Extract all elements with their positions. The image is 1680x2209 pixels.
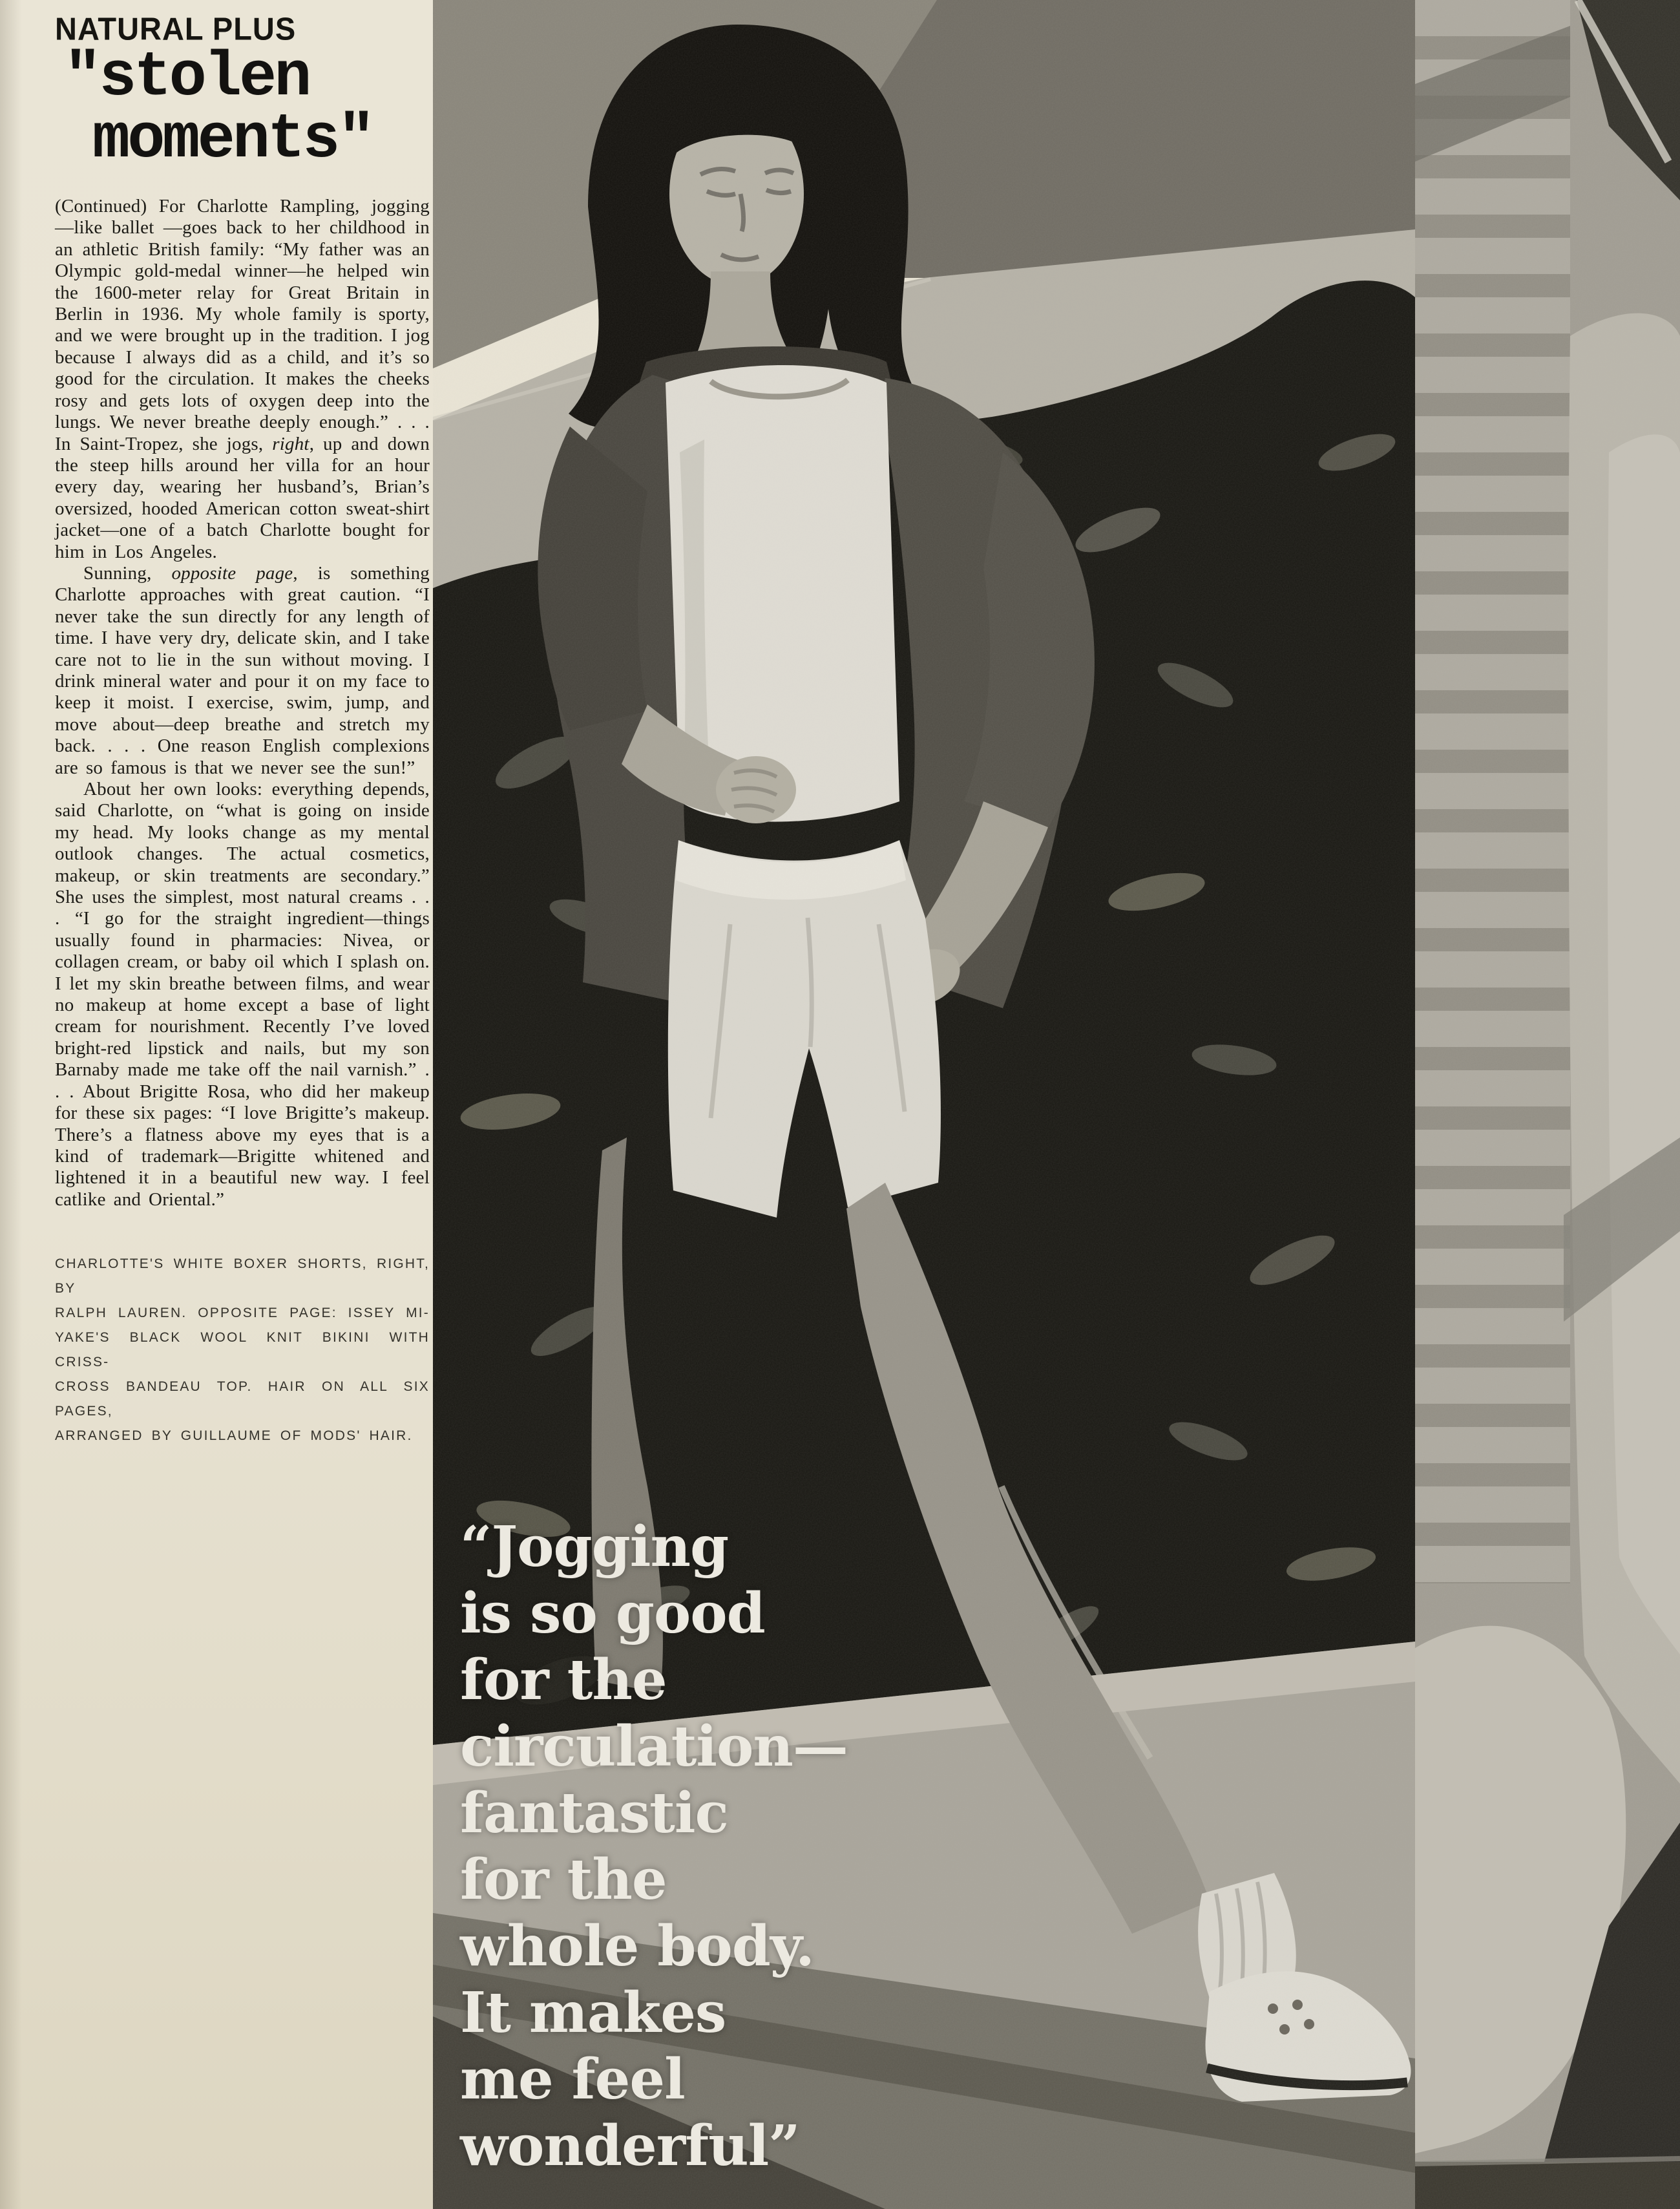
pull-quote-line: is so good bbox=[460, 1581, 765, 1646]
text-run: , up and down the steep hills around her villa for an hour every day, wearing her husband’s, Brian’s oversized, hooded American cotton sweat-shirt jacket—one of a batch Charlotte bought for him in Los Angeles. bbox=[55, 433, 430, 562]
credit-line: CROSS BANDEAU TOP. HAIR ON ALL SIX PAGES, bbox=[55, 1379, 430, 1419]
film-grain-strip bbox=[1415, 0, 1680, 2209]
paragraph bbox=[55, 779, 430, 1210]
text-run: , is something Charlotte approaches with great caution. “I never take the sun directly for any length of time. I have very dry, delicate skin, and I take care not to lie in the sun without moving. I drink mineral water and pour it on my face to keep it moist. I exercise, swim, jump, and move about—deep breathe and stretch my back. . . . One reason English complexions are so famous is that we never see the sun!” bbox=[55, 562, 430, 778]
strip-scene bbox=[1415, 0, 1680, 2209]
pull-quote-line: fantastic bbox=[460, 1781, 728, 1846]
text-run: About her own looks: everything depends, said Charlotte, on “what is going on inside my head. My looks change as my mental outlook changes. The actual cosmetics, makeup, or skin treatments are secondary.” She uses the simplest, most natural creams . . . “I go for the straight ingredient—things usually found in pharmacies: Nivea, or collagen cream, or baby oil which I splash on. I let my skin breathe between films, and wear no makeup at home except a base of light cream for nourishment. Recently I’ve loved bright-red lipstick and nails, but my son Barnaby made me take off the nail varnish.” . . . About Brigitte Rosa, who did her makeup for these six pages: “I love Brigitte’s makeup. There’s a flatness above my eyes that is a kind of trademark—Brigitte whitened and lightened it in a beautiful new way. I feel catlike and Oriental.” bbox=[55, 779, 430, 1210]
pull-quote-line: It makes bbox=[460, 1980, 726, 2045]
pull-quote-line: for the bbox=[460, 1847, 667, 1912]
paragraph bbox=[55, 196, 430, 563]
main-photo-jogging bbox=[433, 0, 1415, 2209]
paragraph bbox=[55, 563, 430, 779]
text-run: (Continued) For Charlotte Rampling, jogging—like ballet —goes back to her childhood in an athletic British family: “My father was an Olympic gold-medal winner—he helped win the 1600-meter relay for Great Britain in Berlin in 1936. My whole family is sporty, and we were brought up in the tradition. I jog because I always did as a child, and it’s so good for the circulation. It makes the cheeks rosy and gets lots of oxygen deep into the lungs. We never breathe deeply enough.” . . . In Saint-Tropez, she jogs, bbox=[55, 196, 430, 454]
section-kicker: NATURAL PLUS bbox=[55, 10, 297, 47]
pull-quote-line: me feel bbox=[460, 2047, 685, 2112]
credits bbox=[55, 1252, 430, 1448]
pull-quote-line: for the bbox=[460, 1647, 667, 1713]
pull-quote-line: circulation— bbox=[460, 1714, 848, 1779]
text-run: Sunning, bbox=[83, 562, 172, 584]
opposite-page-photo-edge bbox=[1415, 0, 1680, 2209]
title-line-2: moments" bbox=[92, 105, 373, 176]
pull-quote-line: wonderful” bbox=[460, 2113, 800, 2179]
italic-text: right bbox=[272, 433, 310, 454]
credit-line: RALPH LAUREN. OPPOSITE PAGE: ISSEY MI- bbox=[55, 1305, 430, 1321]
credit-line: ARRANGED BY GUILLAUME OF MODS' HAIR. bbox=[55, 1428, 413, 1444]
italic-text: opposite page bbox=[171, 562, 293, 584]
article-column bbox=[0, 0, 433, 2209]
credit-line: YAKE'S BLACK WOOL KNIT BIKINI WITH CRISS- bbox=[55, 1330, 430, 1370]
title-line-1: "stolen bbox=[64, 43, 310, 114]
pull-quote-line: “Jogging bbox=[460, 1514, 729, 1580]
article-title bbox=[55, 43, 430, 176]
pull-quote bbox=[460, 1514, 848, 2179]
pull-quote-line: whole body. bbox=[460, 1914, 814, 1979]
body-text bbox=[55, 196, 430, 1210]
credit-line: CHARLOTTE'S WHITE BOXER SHORTS, RIGHT, BY bbox=[55, 1256, 430, 1296]
